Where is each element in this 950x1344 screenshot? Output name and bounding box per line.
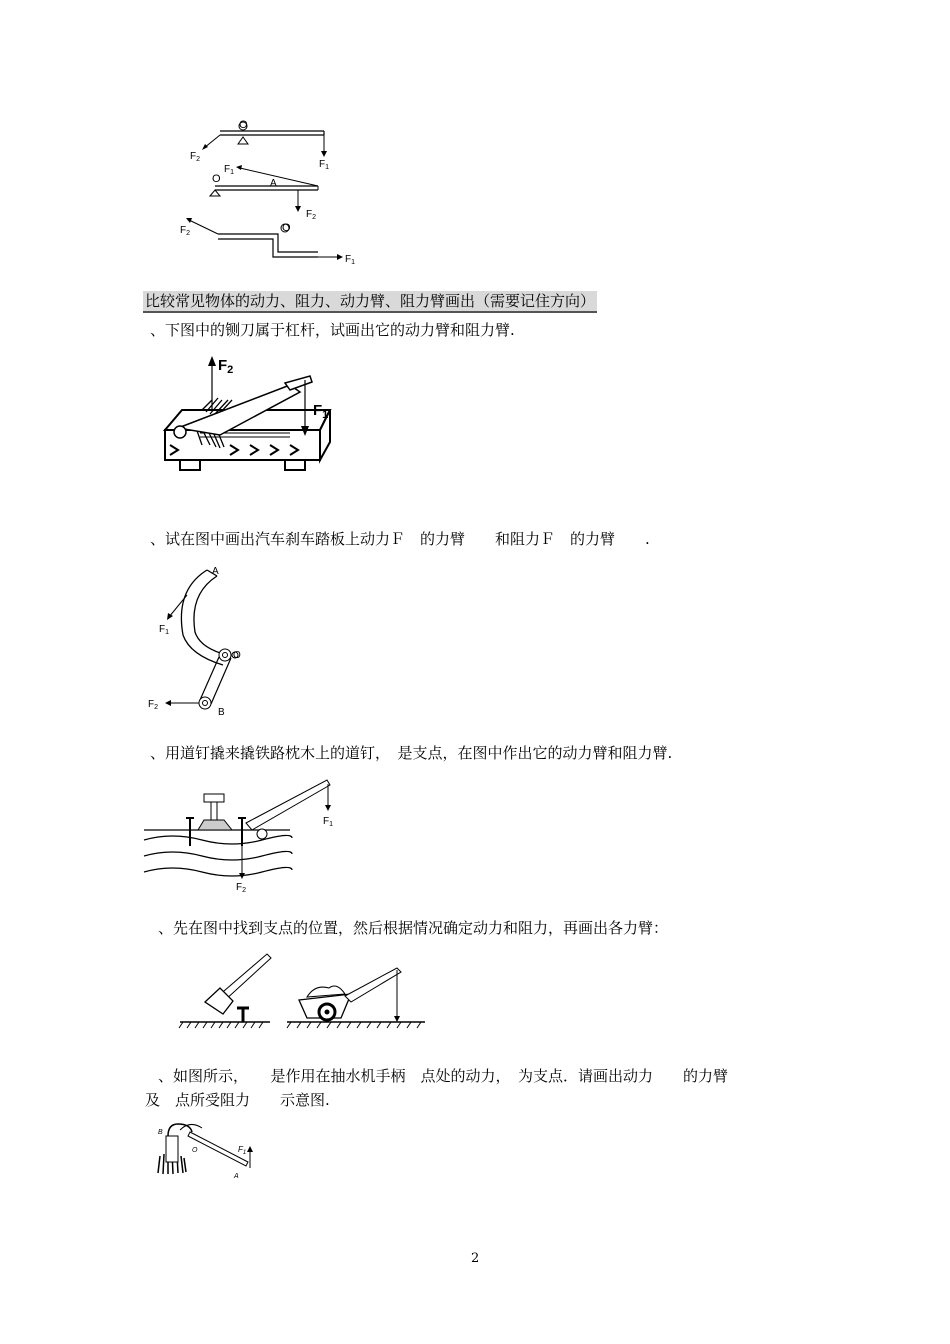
label-A: A <box>212 566 219 577</box>
label-O: O <box>192 1147 198 1154</box>
label-O: O <box>233 650 241 661</box>
question-1-text: 、下图中的铡刀属于杠杆，试画出它的动力臂和阻力臂. <box>150 321 515 339</box>
label-F2: $F_2$ <box>190 151 201 163</box>
label-F2: $F_2$ <box>148 699 159 711</box>
question-4-text: 、先在图中找到支点的位置，然后根据情况确定动力和阻力，再画出各力臂： <box>158 919 669 937</box>
label-F1: $F_1$ <box>238 1145 247 1156</box>
label-B: B <box>218 707 225 718</box>
label-F2: $F_2$ <box>218 357 234 376</box>
label-A: A <box>270 178 277 189</box>
label-O: O <box>212 173 221 185</box>
page-number: 2 <box>471 1251 480 1266</box>
hammer-figure <box>175 952 275 1032</box>
question-5-line-1: 、如图所示， 是作用在抽水机手柄 点处的动力， 为支点．请画出动力 的力臂 <box>158 1067 729 1085</box>
wheelbarrow-figure <box>285 962 430 1032</box>
question-5-line-2: 及 点所受阻力 示意图. <box>145 1091 330 1109</box>
label-F1: $F_1$ <box>323 816 334 828</box>
label-B: B <box>158 1129 163 1136</box>
label-A: A <box>234 1173 239 1180</box>
label-F1: $F_1$ <box>345 254 356 266</box>
label-F1: $F_1$ <box>224 164 235 176</box>
lever-figure-3 <box>175 212 360 267</box>
label-F2: $F_2$ <box>180 225 191 237</box>
question-2-text: 、试在图中画出汽车刹车踏板上动力Ｆ 的力臂 和阻力Ｆ 的力臂 . <box>150 530 650 548</box>
water-pump-figure <box>150 1118 265 1183</box>
rail-spike-figure <box>142 778 352 898</box>
label-O: O <box>282 222 291 234</box>
brake-pedal-figure <box>145 560 255 720</box>
label-F1: $F_1$ <box>159 624 170 636</box>
label-F2: $F_2$ <box>236 882 247 894</box>
lever-figure-2 <box>200 160 340 220</box>
label-F1: $F_1$ <box>313 402 329 421</box>
label-F2: $F_2$ <box>306 209 317 220</box>
guillotine-figure <box>160 350 340 480</box>
label-F1: $F_1$ <box>319 159 330 171</box>
section-title: 比较常见物体的动力、阻力、动力臂、阻力臂画出（需要记住方向） <box>143 291 597 313</box>
question-3-text: 、用道钉撬来撬铁路枕木上的道钉， 是支点，在图中作出它的动力臂和阻力臂. <box>150 744 673 762</box>
label-O: O <box>239 119 248 131</box>
